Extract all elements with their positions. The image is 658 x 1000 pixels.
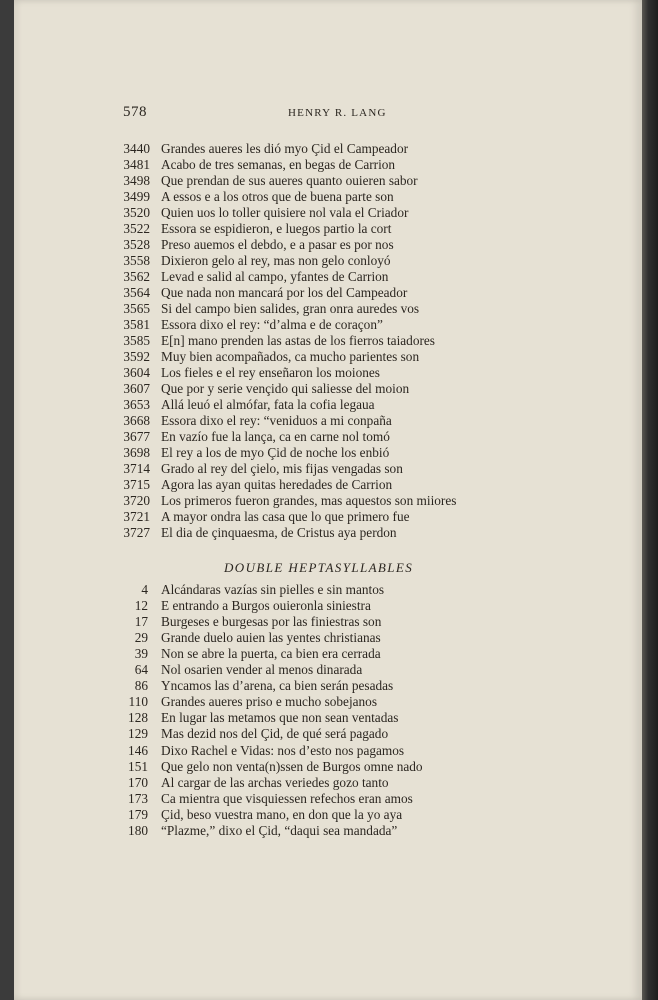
verse-text: Que nada non mancará por los del Campeador — [161, 285, 408, 300]
verse-number: 151 — [128, 758, 148, 774]
verse-text: E[n] mano prenden las astas de los fierros taiadores — [161, 333, 435, 348]
verse-number: 3558 — [123, 253, 150, 268]
verse-number: 3668 — [123, 413, 150, 428]
verse-text: Agora las ayan quitas heredades de Carrion — [161, 477, 393, 492]
verse-text: Essora se espidieron, e luegos partio la cort — [161, 221, 392, 236]
verse-number: 173 — [128, 790, 148, 806]
verse-number: 3565 — [123, 301, 150, 316]
verse-text: Burgeses e burgesas por las finiestras son — [161, 614, 382, 630]
verse-text: Los fieles e el rey enseñaron los moiones — [161, 365, 380, 380]
verse-text: A mayor ondra las casa que lo que primero fue — [161, 509, 410, 524]
verse-text: Dixo Rachel e Vidas: nos d’esto nos pagamos — [161, 742, 405, 758]
verse-number: 3520 — [123, 205, 150, 220]
running-head: HENRY R. LANG — [288, 107, 387, 119]
verse-number: 64 — [134, 662, 148, 678]
verse-text: Grandes aueres les dió myo Çid el Campeador — [161, 141, 409, 156]
verse-number: 3698 — [123, 445, 150, 460]
verse-text: Que prendan de sus aueres quanto ouieren sabor — [161, 173, 418, 188]
verse-number: 3677 — [123, 429, 150, 444]
verse-number: 86 — [134, 678, 148, 694]
verse-text: Yncamos las d’arena, ca bien serán pesadas — [161, 678, 394, 694]
verse-text: Grandes aueres priso e mucho sobejanos — [161, 694, 378, 710]
verse-text: Muy bien acompañados, ca mucho parientes son — [161, 349, 420, 364]
verse-text: Nol osarien vender al menos dinarada — [161, 662, 363, 678]
verse-number: 129 — [128, 726, 148, 742]
verse-text: Dixieron gelo al rey, mas non gelo conloyó — [161, 253, 391, 268]
verse-number: 146 — [128, 742, 148, 758]
verse-number: 3481 — [123, 157, 150, 172]
verse-number: 3564 — [123, 285, 150, 300]
verse-number: 17 — [134, 614, 148, 630]
verse-text: Allá leuó el almófar, fata la cofia legaua — [161, 397, 375, 412]
verse-text: Quien uos lo toller quisiere nol vala el Criador — [161, 205, 409, 220]
verse-text: Essora dixo el rey: “d’alma e de coraçon” — [161, 317, 383, 332]
verse-text: El dia de çinquaesma, de Cristus aya perdon — [161, 525, 397, 540]
verse-number: 3721 — [123, 509, 150, 524]
verse-text: E entrando a Burgos ouieronla siniestra — [161, 598, 371, 614]
verse-number: 3592 — [123, 349, 150, 364]
verse-text: Mas dezid nos del Çid, de qué será pagado — [161, 726, 389, 742]
verse-text: En lugar las metamos que non sean ventadas — [161, 710, 399, 726]
verse-text: El rey a los de myo Çid de noche los enbió — [161, 445, 390, 460]
book-page — [14, 0, 642, 1000]
verse-number: 3499 — [123, 189, 150, 204]
verse-text: Ca mientra que visquiessen refechos eran amos — [161, 790, 413, 806]
verse-number: 3498 — [123, 173, 150, 188]
verse-number: 4 — [141, 582, 148, 597]
verse-text: Preso auemos el debdo, e a pasar es por nos — [161, 237, 394, 252]
verse-number: 39 — [134, 646, 148, 662]
verse-number: 180 — [128, 822, 148, 838]
verse-text: Alcándaras vazías sin pielles e sin mantos — [161, 582, 385, 597]
verse-number: 3562 — [123, 269, 150, 284]
verse-number: 3715 — [123, 477, 150, 492]
verse-number: 3727 — [123, 525, 150, 540]
verse-number: 12 — [134, 598, 148, 614]
verse-number: 3581 — [123, 317, 150, 332]
verse-number: 110 — [128, 694, 148, 710]
verse-text: Que gelo non venta(n)ssen de Burgos omne nado — [161, 758, 423, 774]
verse-text: Si del campo bien salides, gran onra auredes vos — [161, 301, 420, 316]
verse-number: 3522 — [123, 221, 150, 236]
verse-number: 3604 — [123, 365, 150, 380]
verse-number: 3714 — [123, 461, 150, 476]
verse-text: Grande duelo auien las yentes christianas — [161, 630, 381, 646]
verse-text: Levad e salid al campo, yfantes de Carrion — [161, 269, 389, 284]
verse-number: 170 — [128, 774, 148, 790]
verse-number: 3585 — [123, 333, 150, 348]
verse-text: Non se abre la puerta, ca bien era cerrada — [161, 646, 381, 662]
verse-number: 179 — [128, 806, 148, 822]
verse-text: Que por y serie vençido qui saliesse del moion — [161, 381, 410, 396]
verse-number: 29 — [134, 630, 148, 646]
verse-number: 3653 — [123, 397, 150, 412]
verse-text: Acabo de tres semanas, en begas de Carrion — [161, 157, 396, 172]
verse-text: En vazío fue la lança, ca en carne nol tomó — [161, 429, 390, 444]
verse-text: A essos e a los otros que de buena parte son — [161, 189, 394, 204]
verse-number: 3440 — [123, 141, 150, 156]
verse-number: 3720 — [123, 493, 150, 508]
page-number: 578 — [123, 104, 147, 120]
verse-text: Los primeros fueron grandes, mas aquestos son miiores — [161, 493, 457, 508]
page-edge-shadow — [642, 0, 658, 1000]
section-title: DOUBLE HEPTASYLLABLES — [224, 560, 414, 575]
verse-text: Essora dixo el rey: “veniduos a mi conpaña — [161, 413, 392, 428]
verse-text: “Plazme,” dixo el Çid, “daqui sea mandada” — [161, 822, 398, 838]
verse-number: 128 — [128, 710, 148, 726]
verse-text: Çid, beso vuestra mano, en don que la yo aya — [161, 806, 403, 822]
verse-number: 3607 — [123, 381, 150, 396]
verse-text: Grado al rey del çielo, mis fijas vengadas son — [161, 461, 403, 476]
verse-text: Al cargar de las archas veriedes gozo tanto — [161, 774, 389, 790]
verse-number: 3528 — [123, 237, 150, 252]
